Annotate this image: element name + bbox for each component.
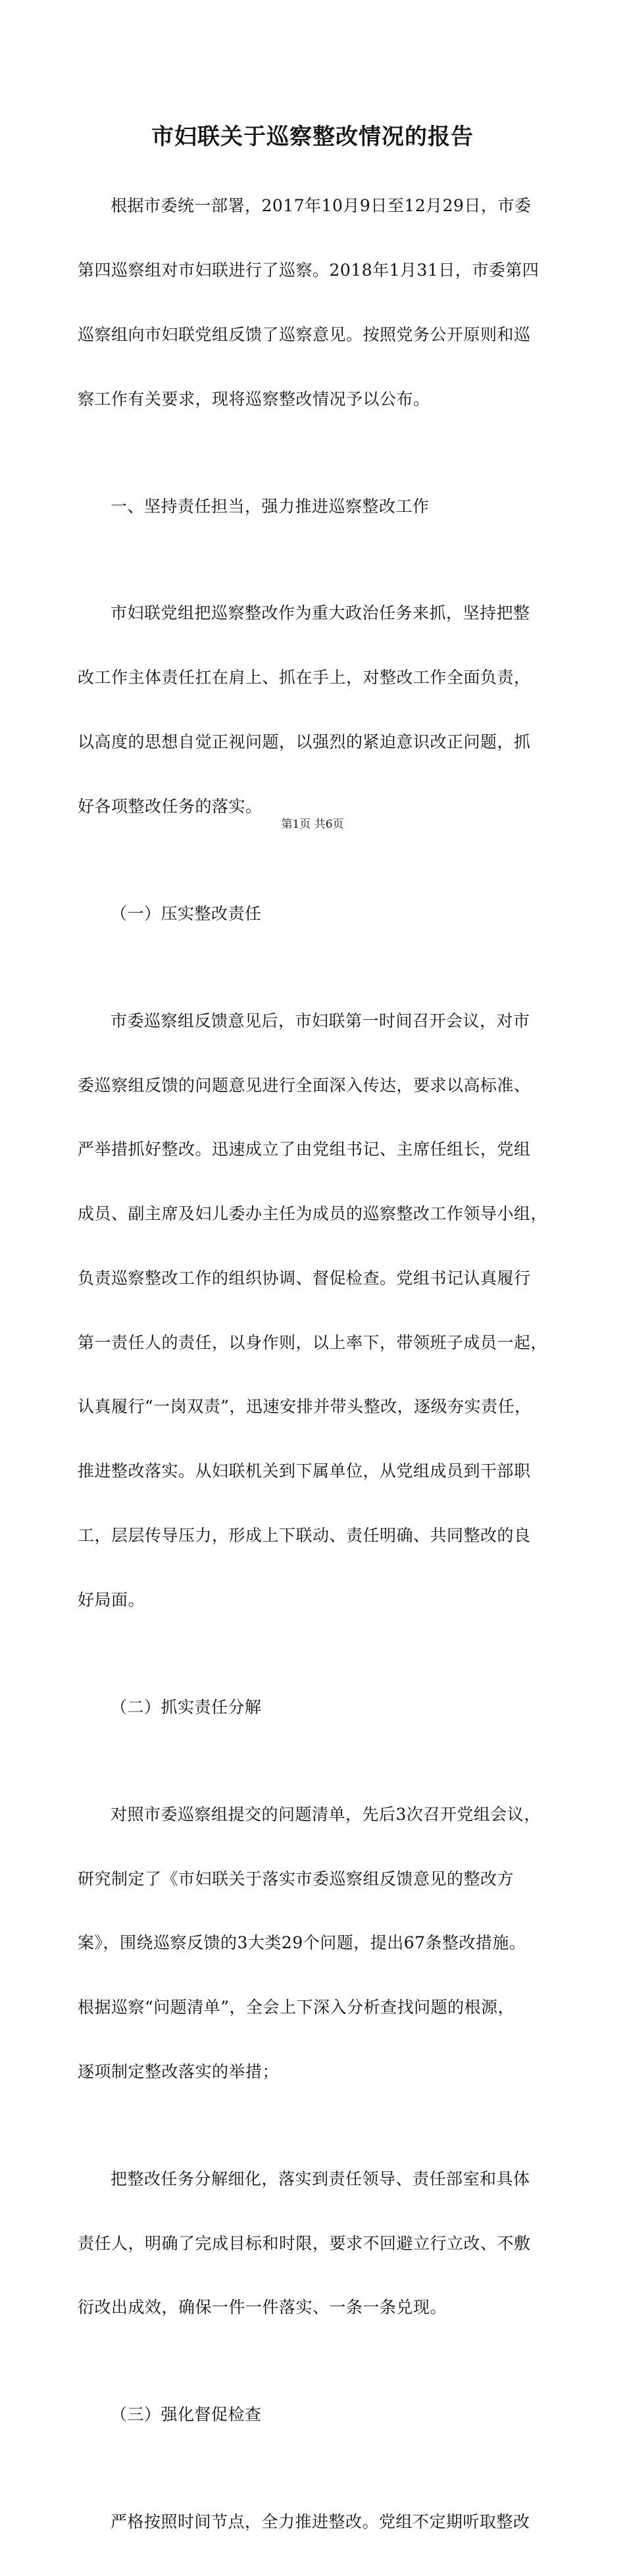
text-line: 以高度的思想自觉正视问题，以强烈的紧迫意识改正问题，抓 [78, 732, 531, 752]
text-line: 工，层层传导压力，形成上下联动、责任明确、共同整改的良 [78, 1526, 531, 1545]
text-line: 改工作主体责任扛在肩上、抓在手上，对整改工作全面负责， [78, 668, 531, 688]
text-line: 责任人，明确了完成目标和时限，要求不回避立行立改、不敷 [78, 2233, 531, 2253]
text-line: 严格按照时间节点，全力推进整改。党组不定期听取整改 [111, 2512, 530, 2532]
page-number-footer: 第1页 共6页 [281, 818, 344, 831]
text-line: 市妇联党组把巡察整改作为重大政治任务来抓，坚持把整 [111, 603, 530, 623]
paragraph-subsection-two [78, 1761, 551, 2126]
paragraph-section-one [78, 560, 551, 860]
text-line: 推进整改落实。从妇联机关到下属单位，从党组成员到干部职 [78, 1461, 531, 1481]
text-line: 根据巡察“问题清单”，全会上下深入分析查找问题的根源， [78, 1998, 515, 2017]
text-line: 成员、副主席及妇儿委办主任为成员的巡察整改工作领导小组， [78, 1204, 548, 1224]
text-line: （三）强化督促检查 [111, 2405, 262, 2425]
text-line: 第一责任人的责任，以身作则，以上率下，带领班子成员一起， [78, 1332, 548, 1352]
section-heading [78, 453, 551, 560]
subsection-heading [78, 2361, 551, 2469]
text-line: 第四巡察组对市妇联进行了巡察。2018年1月31日，市委第四 [78, 260, 539, 280]
subsection-heading [78, 861, 551, 968]
paragraph-subsection-one [78, 968, 551, 1654]
text-line: 逐项制定整改落实的举措； [78, 2061, 280, 2081]
text-line: 研究制定了《市妇联关于落实市委巡察组反馈意见的整改方 [78, 1869, 514, 1888]
text-line: （二）抓实责任分解 [111, 1697, 262, 1717]
text-line: 认真履行“一岗双责”，迅速安排并带头整改，逐级夯实责任， [78, 1397, 532, 1417]
text-line: 巡察组向市妇联党组反馈了巡察意见。按照党务公开原则和巡 [78, 324, 531, 344]
text-line: 严举措抓好整改。迅速成立了由党组书记、主席任组长，党组 [78, 1140, 531, 1159]
text-line: 好局面。 [78, 1590, 145, 1609]
paragraph-subsection-three [78, 2469, 551, 2576]
text-line: 负责巡察整改工作的组织协调、督促检查。党组书记认真履行 [78, 1268, 531, 1288]
text-line: 把整改任务分解细化，落实到责任领导、责任部室和具体 [111, 2169, 530, 2188]
text-line: 察工作有关要求，现将巡察整改情况予以公布。 [78, 389, 430, 409]
text-line: 衍改出成效，确保一件一件落实、一条一条兑现。 [78, 2298, 447, 2317]
subsection-heading [78, 1654, 551, 1761]
text-line: （一）压实整改责任 [111, 903, 262, 923]
document-body [78, 153, 551, 2576]
text-line: 根据市委统一部署，2017年10月9日至12月29日，市委 [111, 196, 532, 216]
text-line: 委巡察组反馈的问题意见进行全面深入传达，要求以高标准、 [78, 1075, 531, 1095]
text-line: 好各项整改任务的落实。 [78, 796, 262, 816]
text-line: 案》，围绕巡察反馈的3大类29个问题，提出67条整改措施。 [78, 1933, 526, 1953]
paragraph-intro [78, 153, 551, 453]
text-line: 市委巡察组反馈意见后，市妇联第一时间召开会议，对市 [111, 1011, 530, 1030]
paragraph-task-breakdown [78, 2126, 551, 2362]
document-title: 市妇联关于巡察整改情况的报告 [151, 124, 474, 150]
text-line: 对照市委巡察组提交的问题清单，先后3次召开党组会议， [111, 1804, 541, 1824]
text-line: 一、坚持责任担当，强力推进巡察整改工作 [111, 496, 430, 516]
